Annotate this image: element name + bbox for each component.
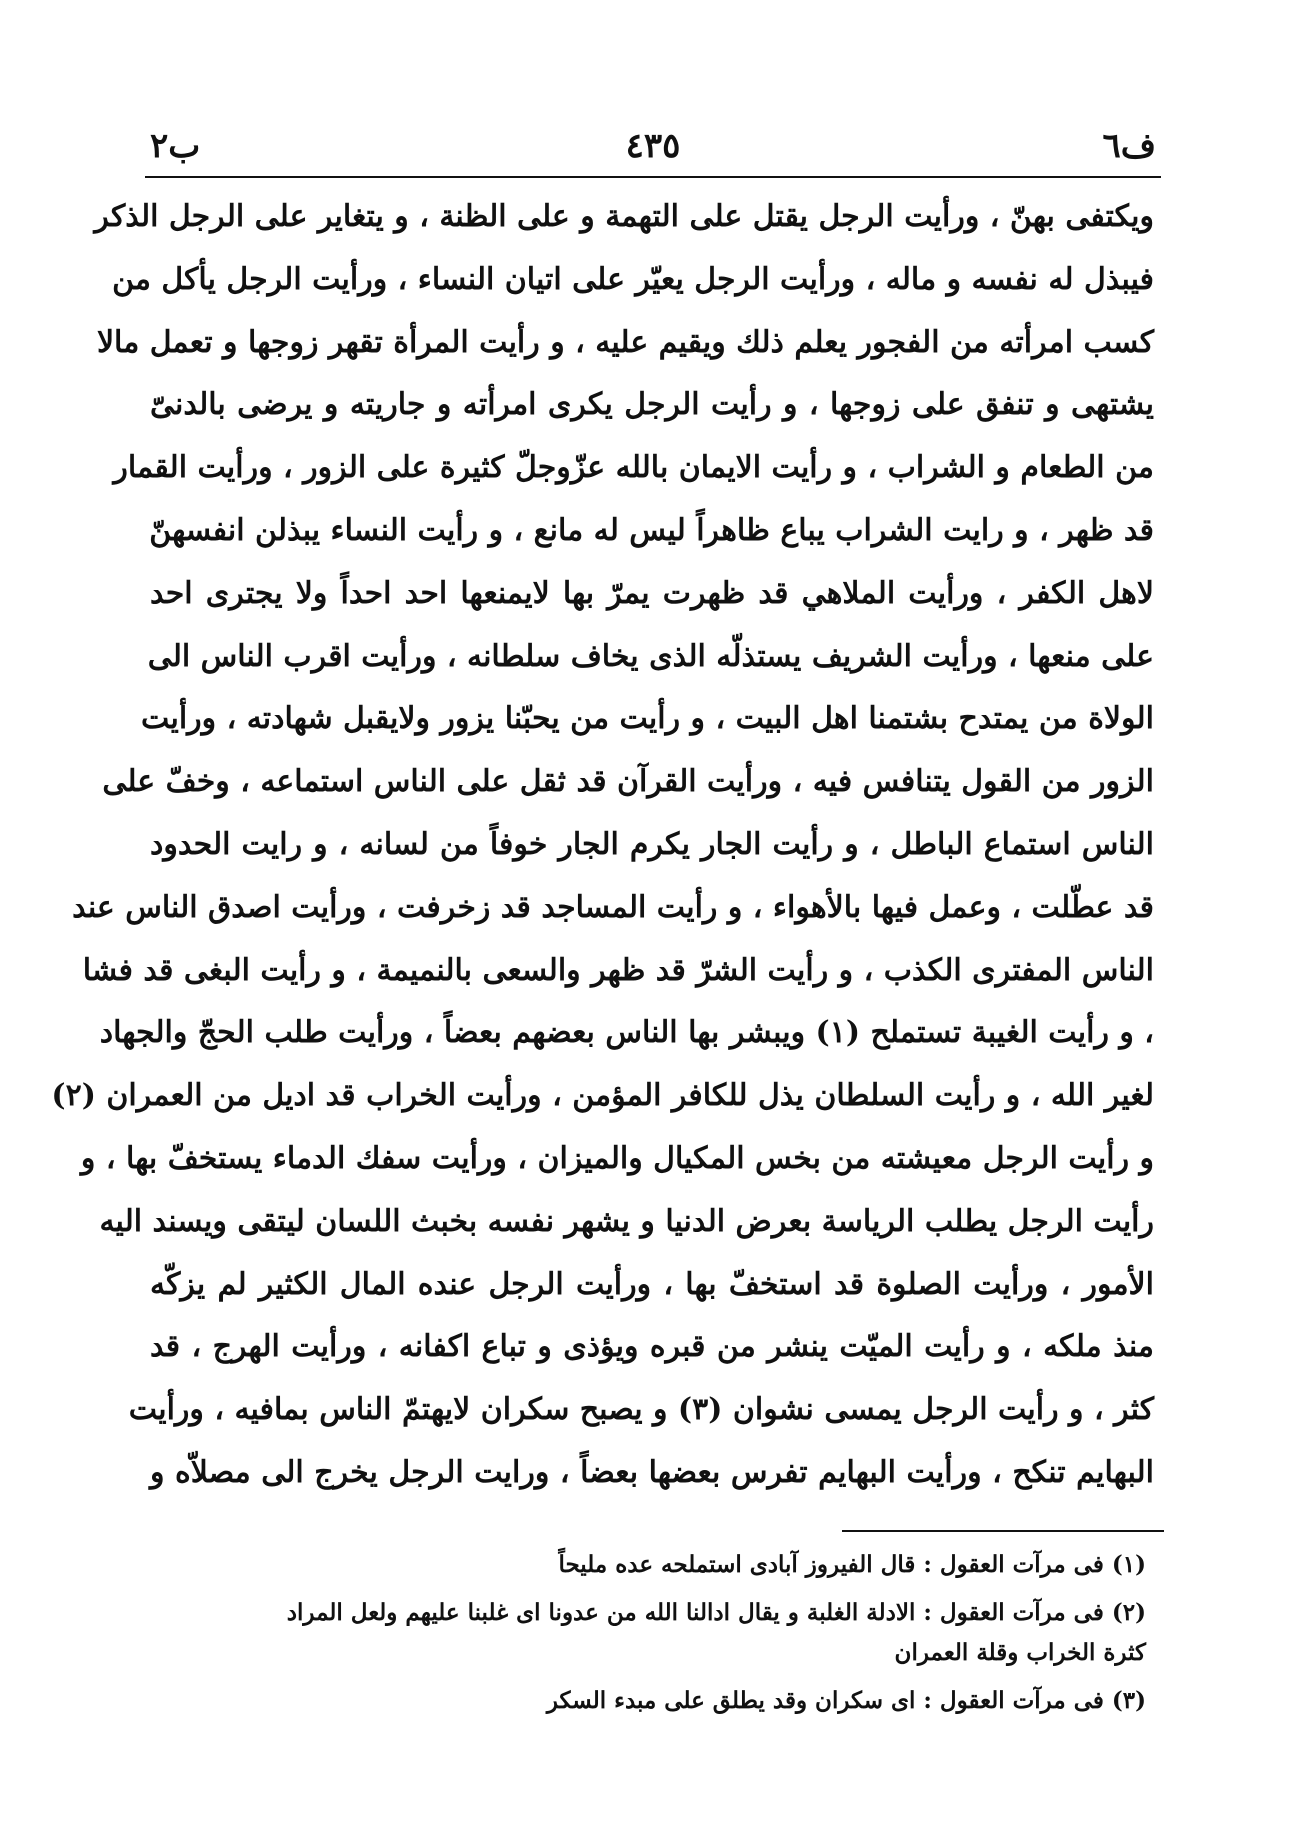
footnote-3: (٣) فى مرآت العقول : اى سكران وقد يطلق على مبدء السكر	[546, 1687, 1146, 1714]
text-line: و رأيت الرجل معيشته من بخس المكيال والميزان ، ورأيت سفك الدماء يستخفّ بها ، و	[80, 1140, 1154, 1176]
text-line: من الطعام و الشراب ، و رأيت الايمان بالله عزّوجلّ كثيرة على الزور ، ورأيت القمار	[113, 450, 1154, 486]
text-line: قد ظهر ، و رايت الشراب يباع ظاهراً ليس له مانع ، و رأيت النساء يبذلن انفسهنّ	[149, 512, 1154, 548]
text-line: الولاة من يمتدح بشتمنا اهل البيت ، و رأيت من يحبّنا يزور ولايقبل شهادته ، ورأيت	[141, 701, 1154, 737]
text-line: ، و رأيت الغيبة تستملح (١) ويبشر بها الناس بعضهم بعضاً ، ورأيت طلب الحجّ والجهاد	[99, 1015, 1154, 1051]
text-line: الناس المفترى الكذب ، و رأيت الشرّ قد ظهر والسعى بالنميمة ، و رأيت البغى قد فشا	[82, 952, 1154, 988]
text-line: الناس استماع الباطل ، و رأيت الجار يكرم الجار خوفاً من لسانه ، و رايت الحدود	[150, 826, 1154, 862]
footnote-2-line-2: كثرة الخراب وقلة العمران	[894, 1639, 1146, 1666]
text-line: كثر ، و رأيت الرجل يمسى نشوان (٣) و يصبح سكران لايهتمّ الناس بمافيه ، ورأيت	[128, 1392, 1154, 1428]
text-line: يشتهى و تنفق على زوجها ، و رأيت الرجل يكرى امرأته و جاريته و يرضى بالدنىّ	[150, 387, 1154, 423]
main-text	[51, 186, 1154, 1505]
text-line: الأمور ، ورأيت الصلوة قد استخفّ بها ، ورأيت الرجل عنده المال الكثير لم يزكّه	[150, 1266, 1154, 1302]
text-line: لاهل الكفر ، ورأيت الملاهي قد ظهرت يمرّ بها لايمنعها احد احداً ولا يجترى احد	[150, 575, 1154, 611]
header-divider	[145, 176, 1161, 178]
footnote-2-line-1: (٢) فى مرآت العقول : الادلة الغلبة و يقال ادالنا الله من عدونا اى غلبنا عليهم ولعل المراد	[286, 1599, 1146, 1626]
text-line: كسب امرأته من الفجور يعلم ذلك ويقيم عليه ، و رأيت المرأة تقهر زوجها و تعمل مالا	[96, 324, 1154, 360]
page-header	[150, 116, 1156, 166]
footnote-2	[150, 1593, 1146, 1673]
footnotes	[150, 1545, 1146, 1729]
text-line: الزور من القول يتنافس فيه ، ورأيت القرآن قد ثقل على الناس استماعه ، وخفّ على	[102, 764, 1154, 800]
header-left-marker: ب٢	[150, 126, 201, 166]
header-right-marker: ف٦	[1102, 126, 1156, 166]
text-line: البهايم تنكح ، ورأيت البهايم تفرس بعضها بعضاً ، ورايت الرجل يخرج الى مصلاّه و	[150, 1454, 1154, 1490]
text-line: قد عطّلت ، وعمل فيها بالأهواء ، و رأيت المساجد قد زخرفت ، ورأيت اصدق الناس عند	[72, 889, 1154, 925]
text-line: لغير الله ، و رأيت السلطان يذل للكافر المؤمن ، ورأيت الخراب قد اديل من العمران (٢)	[51, 1078, 1154, 1114]
text-line: على منعها ، ورأيت الشريف يستذلّه الذى يخاف سلطانه ، ورأيت اقرب الناس الى	[147, 638, 1154, 674]
text-line: منذ ملكه ، و رأيت الميّت ينشر من قبره ويؤذى و تباع اكفانه ، ورأيت الهرج ، قد	[150, 1329, 1154, 1365]
footnote-1: (١) فى مرآت العقول : قال الفيروز آبادى استملحه عده مليحاً	[558, 1551, 1146, 1578]
text-line: فيبذل له نفسه و ماله ، ورأيت الرجل يعيّر على اتيان النساء ، ورأيت الرجل يأكل من	[112, 261, 1154, 297]
text-line: ويكتفى بهنّ ، ورأيت الرجل يقتل على التهمة و على الظنة ، و يتغاير على الرجل الذكر	[94, 199, 1154, 234]
page-number: ٤٣٥	[625, 126, 681, 166]
text-line: رأيت الرجل يطلب الرياسة بعرض الدنيا و يشهر نفسه بخبث اللسان ليتقى ويسند اليه	[99, 1203, 1154, 1239]
footnote-divider	[842, 1530, 1164, 1532]
